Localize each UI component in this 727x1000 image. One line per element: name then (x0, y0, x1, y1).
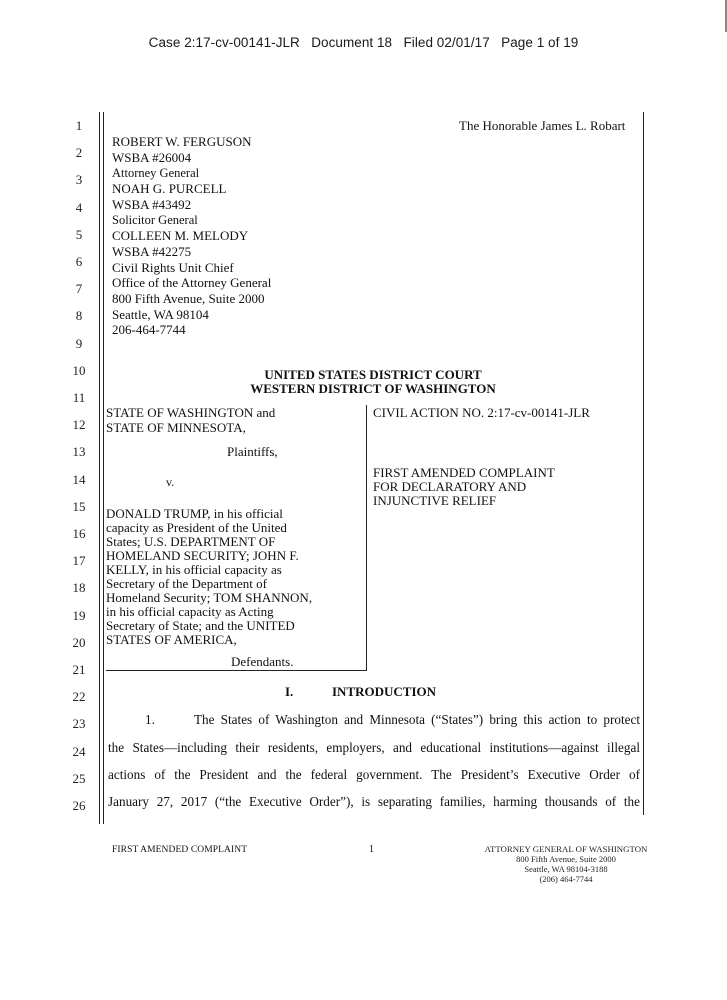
paragraph-line: actions of the President and the federal government. The President’s Executive Order of (108, 767, 640, 782)
attorney-line: WSBA #43492 (112, 197, 192, 212)
document-title-line: INJUNCTIVE RELIEF (373, 493, 497, 508)
line-number: 11 (72, 390, 86, 405)
defendant-line: States; U.S. DEPARTMENT OF (106, 534, 276, 549)
line-number: 22 (72, 689, 86, 704)
attorney-line: 206-464-7744 (112, 322, 186, 337)
court-district: WESTERN DISTRICT OF WASHINGTON (250, 381, 496, 396)
left-margin-rule-inner (103, 112, 104, 824)
line-number: 21 (72, 662, 86, 677)
attorney-line: Attorney General (112, 166, 200, 180)
footer-page-number: 1 (369, 844, 374, 855)
defendant-line: KELLY, in his official capacity as (106, 562, 282, 577)
case-header-stamp: Case 2:17-cv-00141-JLR Document 18 Filed 02/01/17 Page 1 of 19 (148, 35, 579, 50)
line-number: 16 (72, 526, 86, 541)
section-number: I. (285, 684, 294, 699)
plaintiff-line: STATE OF WASHINGTON and (106, 405, 276, 420)
defendant-line: HOMELAND SECURITY; JOHN F. (106, 548, 299, 563)
defendant-line: Secretary of State; and the UNITED (106, 618, 295, 633)
attorney-line: Solicitor General (112, 213, 198, 227)
line-number: 8 (75, 308, 83, 323)
footer-address-line: 800 Fifth Avenue, Suite 2000 (516, 854, 616, 864)
caption-bottom-rule (106, 670, 367, 671)
footer-document-title: FIRST AMENDED COMPLAINT (112, 845, 248, 855)
attorney-line: NOAH G. PURCELL (112, 181, 227, 196)
footer-address-line: (206) 464-7744 (539, 874, 593, 884)
line-number: 18 (72, 580, 86, 595)
attorney-line: Civil Rights Unit Chief (112, 260, 234, 275)
paragraph-line: The States of Washington and Minnesota (“States”) bring this action to protect (194, 712, 640, 727)
line-number: 1 (75, 118, 83, 133)
defendant-line: Homeland Security; TOM SHANNON, (106, 590, 313, 605)
line-number: 14 (72, 472, 86, 487)
line-number: 5 (75, 227, 83, 242)
line-number: 9 (75, 336, 83, 351)
caption-divider (366, 405, 367, 671)
defendants-label: Defendants. (231, 654, 294, 669)
line-number: 3 (75, 172, 83, 187)
footer-address-line: ATTORNEY GENERAL OF WASHINGTON (484, 844, 648, 854)
line-number: 6 (75, 254, 83, 269)
defendant-line: capacity as President of the United (106, 520, 287, 535)
judge-name: The Honorable James L. Robart (459, 118, 626, 133)
line-number: 19 (72, 608, 86, 623)
line-number: 13 (72, 444, 86, 459)
defendant-line: in his official capacity as Acting (106, 604, 274, 619)
line-number: 17 (72, 553, 86, 568)
plaintiff-line: STATE OF MINNESOTA, (106, 420, 246, 435)
defendant-line: DONALD TRUMP, in his official (106, 506, 283, 521)
attorney-line: ROBERT W. FERGUSON (112, 134, 252, 149)
attorney-line: COLLEEN M. MELODY (112, 228, 249, 243)
line-number: 7 (75, 281, 83, 296)
line-number: 23 (72, 716, 86, 731)
paragraph-number: 1. (145, 712, 155, 727)
versus: v. (166, 475, 175, 489)
paragraph-line: January 27, 2017 (“the Executive Order”), is separating families, harming thousands of the (108, 794, 640, 809)
line-number: 24 (72, 744, 86, 759)
footer-address-line: Seattle, WA 98104-3188 (524, 864, 608, 874)
line-number: 15 (72, 499, 86, 514)
court-name: UNITED STATES DISTRICT COURT (264, 367, 482, 382)
attorney-line: Seattle, WA 98104 (112, 307, 209, 322)
line-number: 25 (72, 771, 86, 786)
section-title: INTRODUCTION (332, 684, 437, 699)
attorney-line: WSBA #42275 (112, 244, 192, 259)
right-margin-rule (643, 112, 644, 815)
line-number: 12 (72, 417, 86, 432)
attorney-line: 800 Fifth Avenue, Suite 2000 (112, 291, 265, 306)
document-title-line: FOR DECLARATORY AND (373, 479, 527, 494)
attorney-line: WSBA #26004 (112, 150, 192, 165)
attorney-line: Office of the Attorney General (112, 275, 272, 290)
civil-action-number: CIVIL ACTION NO. 2:17-cv-00141-JLR (373, 405, 590, 420)
line-number: 20 (72, 635, 86, 650)
document-title-line: FIRST AMENDED COMPLAINT (373, 465, 555, 480)
paragraph-line: the States—including their residents, employers, and educational institutions—against illegal (108, 740, 640, 755)
footer-address-block (450, 844, 682, 884)
defendant-line: Secretary of the Department of (106, 576, 267, 591)
line-number: 2 (75, 145, 83, 160)
line-number: 26 (72, 798, 86, 813)
plaintiffs-label: Plaintiffs, (227, 444, 278, 459)
defendant-line: STATES OF AMERICA, (106, 632, 237, 647)
line-number: 10 (72, 363, 86, 378)
left-margin-rule-outer (99, 112, 100, 824)
line-number: 4 (75, 200, 83, 215)
